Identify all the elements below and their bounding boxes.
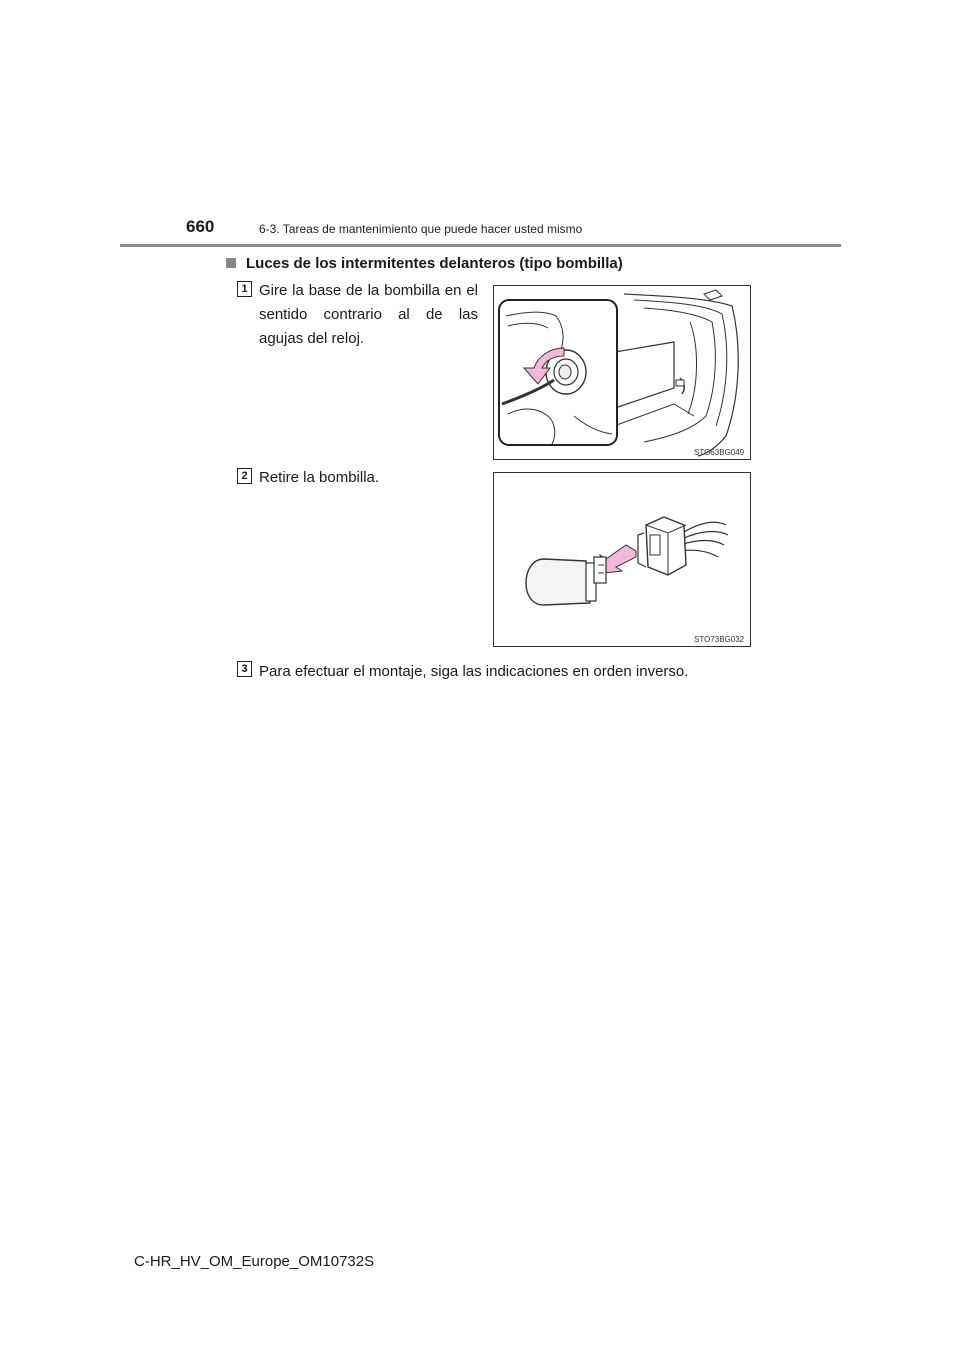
document-footer: C-HR_HV_OM_Europe_OM10732S	[134, 1253, 375, 1270]
headlight-rear-illustration	[494, 286, 750, 459]
square-bullet-icon	[226, 258, 236, 268]
step-badge-3: 3	[237, 661, 252, 677]
step-badge-2: 2	[237, 468, 252, 484]
section-title: 6-3. Tareas de mantenimiento que puede hacer usted mismo	[259, 222, 583, 236]
heading-text: Luces de los intermitentes delanteros (tipo bombilla)	[246, 255, 623, 272]
page-number: 660	[186, 217, 215, 236]
step-badge-1: 1	[237, 281, 252, 297]
figure-code: STO73BG032	[694, 635, 745, 644]
step-3-text: Para efectuar el montaje, siga las indicaciones en orden inverso.	[259, 663, 689, 680]
step-1-text: Gire la base de la bombilla en el sentido contrario al de las agujas del reloj.	[259, 282, 478, 347]
bulb-removal-illustration	[494, 473, 750, 646]
header-divider	[120, 244, 841, 247]
figure-code: STO63BG049	[694, 448, 745, 457]
figure-remove-bulb	[493, 472, 751, 647]
figure-turn-bulb-base	[493, 285, 751, 460]
subsection-heading	[226, 255, 623, 272]
step-2-text: Retire la bombilla.	[259, 469, 380, 486]
